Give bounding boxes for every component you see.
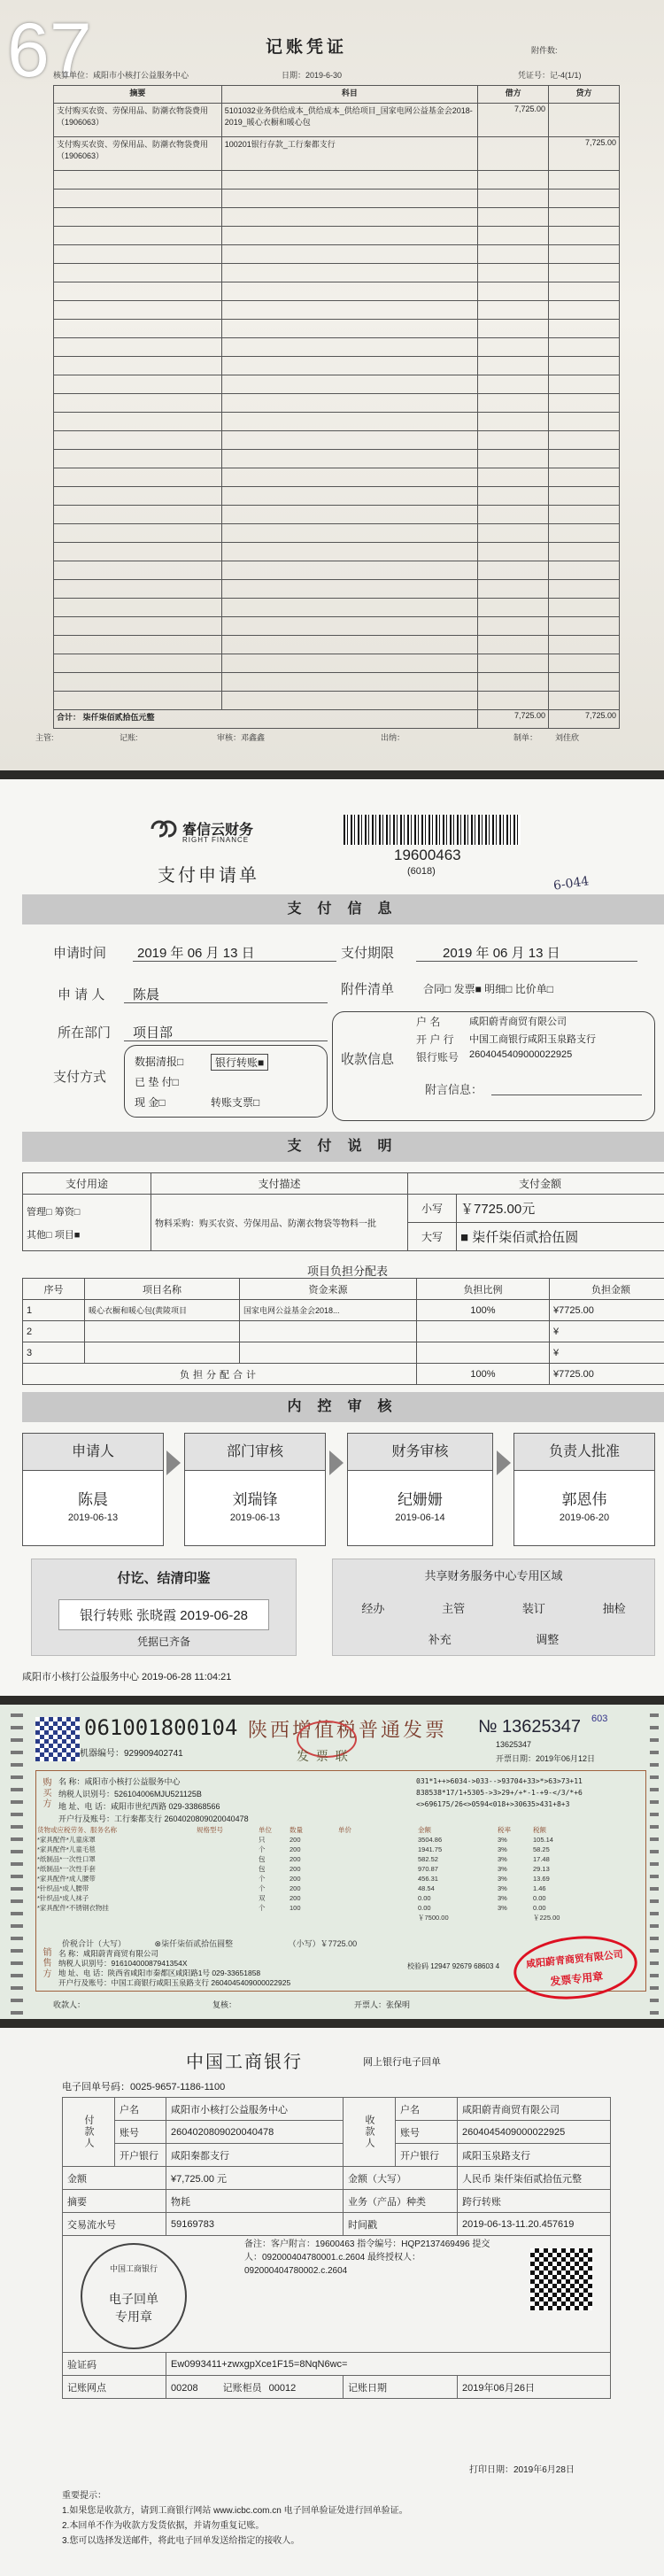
section-pay-desc: 支付说明	[22, 1132, 664, 1162]
voucher-empty-row	[54, 357, 620, 375]
bank-subtitle: 网上银行电子回单	[363, 2057, 441, 2068]
voucher-empty-row	[54, 208, 620, 227]
voucher-empty-row	[54, 190, 620, 208]
method-bank-transfer: 银行转账■	[211, 1054, 268, 1071]
record-date: 2019年06月26日	[458, 2376, 611, 2399]
flow-dept-review: 部门审核 刘瑞锋 2019-06-13	[184, 1433, 326, 1546]
voucher-empty-row	[54, 506, 620, 524]
voucher-table	[53, 85, 620, 729]
voucher-empty-row	[54, 375, 620, 394]
barcode-number: 19600463	[394, 847, 461, 863]
invoice-item-row: *针织品*成人袜子 双 200 0.00 3% 0.00	[37, 1894, 546, 1902]
shared-service-area: 共享财务服务中心专用区域 经办 主管 装订 抽检 补充 调整	[332, 1559, 655, 1656]
invoice-total-small: （小写）￥7725.00	[288, 1939, 358, 1948]
bank-amount-words: 人民币 柒仟柒佰贰拾伍元整	[458, 2167, 611, 2190]
bank-seal: 中国工商银行 电子回单 专用章	[81, 2243, 187, 2349]
settle-stamp: 银行转账 张晓霞 2019-06-28	[58, 1599, 269, 1630]
voucher-empty-row	[54, 599, 620, 617]
invoice-date: 开票日期：2019年06月12日	[496, 1754, 596, 1763]
barcode	[344, 815, 521, 845]
bank-remark: 客户附言：19600463 指令编号：HQP2137469496 提交人：092000404780001.c.2604 最终授权人：092000404780002.c.2604	[244, 2239, 490, 2276]
section-pay-info: 支付信息	[22, 894, 664, 924]
invoice-remark: 校验码 12947 92679 68603 4	[407, 1962, 500, 1970]
split-total: ¥7725.00	[550, 1364, 664, 1385]
applicant: 陈晨	[133, 987, 160, 1002]
split-row: 1 暖心衣橱和暖心包(黄陵项目 国家电网公益基金会2018... 100% ¥7725.00	[23, 1300, 664, 1321]
payment-request-form: 睿信云财务 RIGHT FINANCE 支付申请单 19600463 (6018) 6-044 支付信息 申请时间 2019 年 06 月 13 日 支付期限 2019 年 06 月 13 日 申 请 人 陈晨 附件清单 合同□ 发票■ 明细□ 比价单□ 所在部门 项目部 收款信息 户 名 咸阳蔚青商贸有限公司 开 户 行 中国工商银行咸阳玉泉路支行 银行账号 2604045409000022925 附言信息： 支付方式 数据清报□ 已 垫 付□ 现 金□ 银行转账■ 转账支票□ 支付说明 支付用途 支付描述 支付金额 管理□ 筹资□ 其他□ 项目■ 物料采购：购买农资、劳保用品、防潮衣物袋等物料一批 小写 ￥7725.00元 大写 ■ 柒仟柒佰贰拾伍圆 项目负担分配表 序号 项目名称 资金来源 负担比例 负担金额 1 暖心衣橱和暖心包(黄陵项目 国家电网公益基金会2018... 100% ¥7725.00 2 ¥ 3 ¥ 负担分配合计 100% ¥7725.00 内控审核 申请人 陈晨 2019-06-13 部门审核 刘瑞锋 2019-06-13 财务审核 纪姗姗 2019-06-14 负责人批准 郭恩伟 2019-06-20 付讫、结清印鉴 银行转账 张晓霞 2019-06-28 凭据已齐备 共享财务服务中心专用区域 经办 主管 装订 抽检 补充 调整 咸阳市小核打公益服务中心 2019-06-28 11:04:21	[0, 779, 664, 1696]
vat-invoice: 061001800104 陕西增值税普通发票 发 票 联 № 13625347 603 13625347 开票日期：2019年06月12日 机器编号：929909402741 购买方 名 称：咸阳市小核打公益服务中心 纳税人识别号：526104006MJU521125B 地 址、电 话：咸阳市世纪西路 029-33868566 开户行及账号：工行秦都支行 2604020809020040478 031*1++>6034->033-->93704+33>*>63>73+11838538*17/1+5305->3>29+/+*-1-+9-</3/*+6<>696175/26<>0594<018+>30635>431+8+3 货物或应税劳务、服务名称 规格型号 单位 数量 单价 金额 税率 税额 *家具配件*儿童床罩 只 200 3504.86 3% 105.14 *家具配件*儿童毛毯 个 200 1941.75 3% 58.25 *纸制品*一次性口罩 包 200 582.52 3% 17.48 *纸制品*一次性手套 包 200 970.87 3% 29.13 *家具配件*成人腰带 个 200 456.31 3% 13.69 *针织品*成人腰带 个 200 48.54 3% 1.46 *针织品*成人袜子 双 200 0.00 3% 0.00 *家具配件*不锈钢衣物挂 个 100 0.00 3% 0.00 ￥7500.00 ￥225.00 价税合计（大写） ⊗柒仟柒佰贰拾伍圆整 （小写）￥7725.00 销售方 名 称：咸阳蔚青商贸有限公司 纳税人识别号：91610400087941354X 地 址、电 话：陕西省咸阳市秦都区咸阳路1号 029-33651858 开户行及账号：中国工商银行咸阳玉泉路支行 2604045409000022925 校验码 12947 92679 68603 4 咸阳蔚青商贸有限公司 发票专用章 收款人： 复核： 开票人：张保明	[0, 1705, 664, 2019]
voucher-empty-row	[54, 524, 620, 543]
maker-name: 刘佳欣	[555, 733, 580, 742]
col-account: 科目	[221, 86, 477, 104]
payee-bank: 中国工商银行咸阳玉泉路支行	[469, 1034, 596, 1045]
flow-finance-review: 财务审核 纪姗姗 2019-06-14	[347, 1433, 493, 1546]
qr-code-icon	[35, 1717, 80, 1761]
timestamp: 2019-06-13-11.20.457619	[458, 2213, 611, 2236]
verify-code: Ew0993411+zwxgpXce1F15=8NqN6wc=	[166, 2353, 611, 2376]
payee-account: 2604045409000022925	[469, 1049, 573, 1060]
apply-time: 2019 年 06 月 13 日	[137, 946, 255, 961]
photo-number: 67	[7, 8, 92, 93]
payee-name: 咸阳蔚青商贸有限公司	[458, 2098, 611, 2121]
flow-arrow	[166, 1450, 181, 1475]
voucher-empty-row	[54, 227, 620, 245]
invoice-total-tax: ￥225.00	[533, 1914, 560, 1922]
payer-name: 咸阳市小核打公益服务中心	[166, 2098, 344, 2121]
cipher-area: 031*1++>6034->033-->93704+33>*>63>73+11838538*17/1+5305->3>29+/+*-1-+9-</3/*+6<>696175/26<>0594<018+>30635>431+8+3	[416, 1777, 583, 1808]
total-credit: 7,725.00	[549, 710, 620, 729]
handwritten-note: 603	[591, 1713, 608, 1724]
voucher-unit: 核算单位：咸阳市小核打公益服务中心	[53, 71, 189, 80]
payee-account: 2604045409000022925	[458, 2121, 611, 2144]
invoice-item-row: *家具配件*儿童毛毯 个 200 1941.75 3% 58.25	[37, 1845, 550, 1853]
attachments-label: 附件数:	[531, 46, 558, 55]
voucher-empty-row	[54, 450, 620, 468]
split-row: 2 ¥	[23, 1321, 664, 1342]
bank-amount: ¥7,725.00 元	[166, 2167, 344, 2190]
pay-description: 物料采购：购买农资、劳保用品、防潮衣物袋等物料一批	[151, 1195, 408, 1251]
voucher-empty-row	[54, 692, 620, 710]
voucher-empty-row	[54, 245, 620, 264]
flow-approval: 负责人批准 郭恩伟 2019-06-20	[513, 1433, 655, 1546]
pay-desc-table: 支付用途 支付描述 支付金额 管理□ 筹资□ 其他□ 项目■ 物料采购：购买农资、劳保用品、防潮衣物袋等物料一批 小写 ￥7725.00元 大写 ■ 柒仟柒佰贰拾伍圆	[22, 1172, 664, 1251]
invoice-number: 13625347	[502, 1717, 582, 1737]
receipt-number: 电子回单号码：0025-9657-1186-1100	[62, 2082, 226, 2093]
voucher-empty-row	[54, 171, 620, 190]
invoice-total-amount: ￥7500.00	[418, 1914, 449, 1922]
bank-table: 付款人 户名 咸阳市小核打公益服务中心 收款人 户名 咸阳蔚青商贸有限公司 账号 2604020809020040478 账号 2604045409000022925 开户银行 咸阳秦都支行 开户银行 咸阳玉泉路支行 金额 ¥7,725.00 元 金额（大写） 人民币 柒仟柒佰贰拾伍元整 摘要 物耗 业务（产品）种类 跨行转账 交易流水号 59169783 时间戳 2019-06-13-11.20.457619 备注：客户附言：19600463 指令编号：HQP2137469496 提交人：092000404780001.c.2604 最终授权人：092000404780002.c.2604 中国工商银行 电子回单 专用章 验证码 Ew0993411+zwxgpXce1F15=8NqN6wc= 记账网点 00208 记账柜员 00012 记账日期 2019年06月26日	[62, 2097, 611, 2399]
voucher-empty-row	[54, 301, 620, 320]
invoice-item-row: *家具配件*成人腰带 个 200 456.31 3% 13.69	[37, 1875, 550, 1883]
invoice-item-row: *家具配件*儿童床罩 只 200 3504.86 3% 105.14	[37, 1836, 553, 1844]
flow-arrow	[497, 1450, 511, 1475]
form-title: 支付申请单	[158, 866, 259, 886]
amount-small: ￥7725.00元	[457, 1195, 664, 1223]
voucher-empty-row	[54, 431, 620, 450]
voucher-empty-row	[54, 338, 620, 357]
bank-receipt: 中国工商银行 网上银行电子回单 电子回单号码：0025-9657-1186-1100 付款人 户名 咸阳市小核打公益服务中心 收款人 户名 咸阳蔚青商贸有限公司 账号 2604020809020040478 账号 2604045409000022925 开户银行 咸阳秦都支行 开户银行 咸阳玉泉路支行 金额 ¥7,725.00 元 金额（大写） 人民币 柒仟柒佰贰拾伍元整 摘要 物耗 业务（产品）种类 跨行转账 交易流水号 59169783 时间戳 2019-06-13-11.20.457619 备注：客户附言：19600463 指令编号：HQP2137469496 提交人：092000404780001.c.2604 最终授权人：092000404780002.c.2604 中国工商银行 电子回单 专用章 验证码 Ew0993411+zwxgpXce1F15=8NqN6wc= 记账网点 00208 记账柜员 00012 记账日期 2019年06月26日 打印日期：2019年6月28日 重要提示： 1.如果您是收款方，请到工商银行网站 www.icbc.com.cn 电子回单验证处进行回单验证。 2.本回单不作为收款方发货依据，并请勿重复记账。 3.您可以选择发送邮件，将此电子回单发送给指定的接收人。	[0, 2028, 664, 2576]
right-finance-logo	[149, 817, 177, 840]
flow-applicant: 申请人 陈晨 2019-06-13	[22, 1433, 164, 1546]
col-summary: 摘要	[54, 86, 222, 104]
handwritten-note: 6-044	[552, 874, 591, 893]
qr-code-icon	[530, 2248, 592, 2310]
invoice-code: 061001800104	[84, 1715, 238, 1740]
voucher-empty-row	[54, 561, 620, 580]
voucher-empty-row	[54, 636, 620, 654]
check-code: 13625347	[496, 1740, 532, 1749]
voucher-number: 凭证号：记-4(1/1)	[518, 71, 582, 80]
voucher-empty-row	[54, 282, 620, 301]
amount-big: ■ 柒仟柒佰贰拾伍圆	[457, 1223, 664, 1251]
invoice-item-row: *纸制品*一次性手套 包 200 970.87 3% 29.13	[37, 1865, 550, 1873]
reviewer-name: 邓鑫鑫	[241, 733, 266, 742]
invoice-item-row: *纸制品*一次性口罩 包 200 582.52 3% 17.48	[37, 1855, 550, 1863]
logo-text: 睿信云财务	[182, 823, 254, 838]
accounting-voucher: 67 记账凭证 附件数: 核算单位：咸阳市小核打公益服务中心 日期：2019-6-30 凭证号：记-4(1/1) 摘要 科目 借方 贷方 支付购买农资、劳保用品、防潮衣物袋费用（1906063） 5101032业务供给成本_供给成本_供给项目_国家电网公益基金会2018-2019_暖心衣橱和暖心包 7,725.00 支付购买农资、劳保用品、防潮衣物袋费用（1906063） 100201银行存款_工行秦都支行 7,725.00 合计： 柒仟柒佰贰拾伍元整 7,725.00 7,725.00 主管: 记账: 审核：邓鑫鑫 出纳： 制单： 刘佳欣	[0, 0, 664, 770]
voucher-title: 记账凭证	[266, 38, 348, 57]
print-date: 打印日期：2019年6月28日	[469, 2465, 575, 2475]
split-table: 序号 项目名称 资金来源 负担比例 负担金额 1 暖心衣橱和暖心包(黄陵项目 国家电网公益基金会2018... 100% ¥7725.00 2 ¥ 3 ¥ 负担分配合计 100% ¥7725.00	[22, 1278, 664, 1385]
voucher-empty-row	[54, 394, 620, 413]
voucher-empty-row	[54, 487, 620, 506]
voucher-empty-row	[54, 654, 620, 673]
invoice-item-row: *家具配件*不锈钢衣物挂 个 100 0.00 3% 0.00	[37, 1904, 546, 1912]
invoice-items-table: 货物或应税劳务、服务名称 规格型号 单位 数量 单价 金额 税率 税额 *家具配件*儿童床罩 只 200 3504.86 3% 105.14 *家具配件*儿童毛毯 个 200 1941.75 3% 58.25 *纸制品*一次性口罩 包 200 582.52 3% 17.48 *纸制品*一次性手套 包 200 970.87 3% 29.13 *家具配件*成人腰带 个 200 456.31 3% 13.69 *针织品*成人腰带 个 200 48.54 3% 1.46 *针织品*成人袜子 双 200 0.00 3% 0.00 *家具配件*不锈钢衣物挂 个 100 0.00 3% 0.00 ￥7500.00 ￥225.00	[37, 1825, 645, 1922]
payee-name: 咸阳蔚青商贸有限公司	[469, 1017, 567, 1027]
logo-subtext: RIGHT FINANCE	[182, 836, 250, 844]
col-credit: 贷方	[549, 86, 620, 104]
voucher-row: 支付购买农资、劳保用品、防潮衣物袋费用（1906063） 100201银行存款_工行秦都支行 7,725.00	[54, 137, 620, 171]
split-title: 项目负担分配表	[306, 1265, 388, 1278]
total-debit: 7,725.00	[478, 710, 549, 729]
voucher-empty-row	[54, 673, 620, 692]
pay-period: 2019 年 06 月 13 日	[443, 946, 560, 961]
section-audit: 内控审核	[22, 1392, 664, 1422]
voucher-row: 支付购买农资、劳保用品、防潮衣物袋费用（1906063） 5101032业务供给成本_供给成本_供给项目_国家电网公益基金会2018-2019_暖心衣橱和暖心包 7,725.00	[54, 104, 620, 137]
voucher-total-row: 合计： 柒仟柒佰贰拾伍元整 7,725.00 7,725.00	[54, 710, 620, 729]
bank-title: 中国工商银行	[186, 2053, 303, 2072]
voucher-empty-row	[54, 320, 620, 338]
split-row: 3 ¥	[23, 1342, 664, 1364]
voucher-empty-row	[54, 413, 620, 431]
payer-account: 2604020809020040478	[166, 2121, 344, 2144]
voucher-empty-row	[54, 264, 620, 282]
voucher-empty-row	[54, 617, 620, 636]
voucher-empty-row	[54, 543, 620, 561]
col-debit: 借方	[478, 86, 549, 104]
invoice-total-words: ⊗柒仟柒佰贰拾伍圆整	[154, 1939, 234, 1948]
machine-number: 机器编号：929909402741	[80, 1749, 183, 1759]
voucher-empty-row	[54, 468, 620, 487]
flow-arrow	[329, 1450, 344, 1475]
attachment-checklist: 合同□ 发票■ 明细□ 比价单□	[423, 983, 553, 995]
serial-number: 59169783	[166, 2213, 344, 2236]
perforation	[11, 1705, 23, 2019]
voucher-empty-row	[54, 580, 620, 599]
department: 项目部	[133, 1025, 174, 1040]
invoice-issuer: 开票人：张保明	[354, 2000, 411, 2009]
total-in-words: 柒仟柒佰贰拾伍元整	[82, 713, 155, 722]
invoice-item-row: *针织品*成人腰带 个 200 48.54 3% 1.46	[37, 1884, 546, 1892]
invoice-title: 陕西增值税普通发票	[248, 1719, 448, 1741]
payment-footer: 咸阳市小核打公益服务中心 2019-06-28 11:04:21	[22, 1672, 232, 1683]
invoice-seal: 咸阳蔚青商贸有限公司 发票专用章	[511, 1930, 641, 2005]
settle-area: 付讫、结清印鉴 银行转账 张晓霞 2019-06-28 凭据已齐备	[31, 1559, 297, 1656]
voucher-date: 日期：2019-6-30	[282, 71, 343, 80]
